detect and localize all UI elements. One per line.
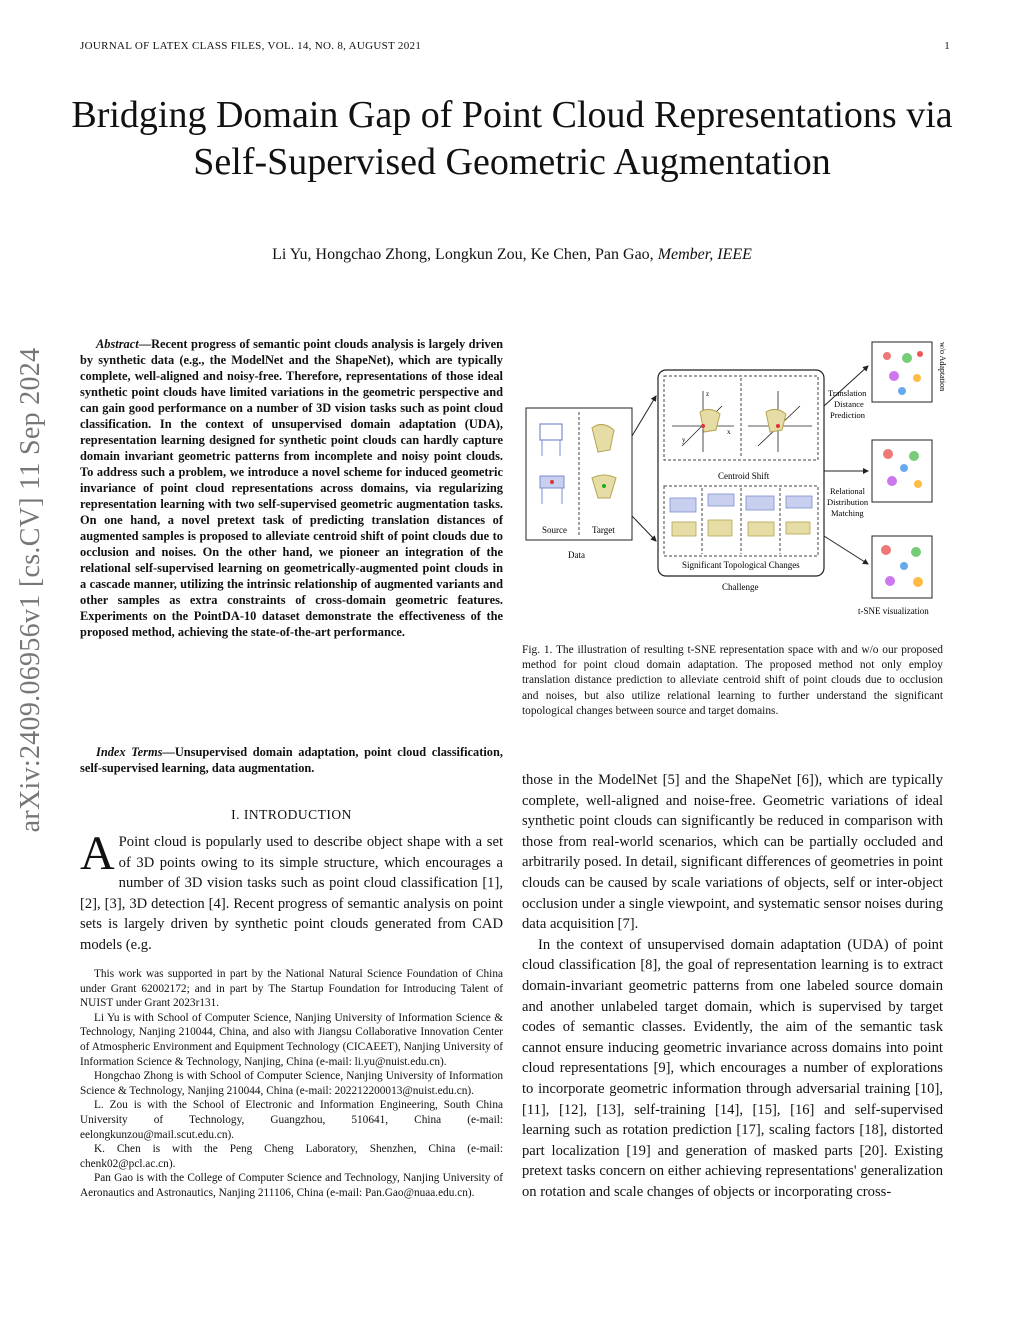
paragraph: those in the ModelNet [5] and the ShapeNet [6]), which are typically complete, well-aligned and noise-free. Geometric variations of ideal synthetic point clouds can significantly be reduced in comparison with those from real-world scenarios, which can be partially occluded and arbitrarily posed. In detail, significant differences of geometries in point clouds can be caused by scale variations of objects, self or inter-object occlusion under a single viewpoint, and systematic sensor noises during data acquisition [7]. — [522, 772, 943, 933]
dropcap: A — [80, 827, 115, 880]
source-label: Source — [542, 525, 567, 535]
tsne-scatter-2 — [883, 449, 922, 488]
target-label: Target — [592, 525, 615, 535]
intro-text: Point cloud is popularly used to describe object shape with a set of 3D points owing to its simple structure, which encourages a number of 3D vision tasks such as point cloud classification [1], [2], [3], 3D detection [4]. Recent progress of semantic analysis on point sets is largely driven by synthetic point clouds generated from CAD models (e.g. — [80, 834, 503, 953]
axis-y-label: y — [682, 436, 686, 444]
tsne-scatter-3 — [881, 545, 923, 587]
footnote: This work was supported in part by the National Natural Science Foundation of China under Grant 62002172; and in part by The Startup Foundation for Introducing Talent of NUIST under Grant 2023r131. — [80, 968, 503, 1010]
running-header — [80, 40, 950, 52]
footnote: Hongchao Zhong is with School of Computer Science, Nanjing University of Information Science & Technology, Nanjing 210044, China (e-mail: 202212200013@nuist.edu.cn). — [80, 1070, 503, 1097]
topological-label: Significant Topological Changes — [682, 560, 800, 570]
centroid-object-2 — [766, 409, 786, 432]
footnote: Li Yu is with School of Computer Science, Nanjing University of Information Science & Technology, Nanjing 210044, China, and also with Jiangsu Collaborative Innovation Center of Atmospheric Environment and Equipment Technology (CICAEET), Nanjing University of Information Science & Technology, Nanjing, China (e-mail: li.yu@nuist.edu.cn). — [80, 1011, 503, 1068]
footnote: Pan Gao is with the College of Computer Science and Technology, Nanjing University of Aeronautics and Astronautics, Nanjing 211106, China (e-mail: Pan.Gao@nuaa.edu.cn). — [80, 1172, 503, 1199]
paragraph: In the context of unsupervised domain adaptation (UDA) of point cloud classification [8], the goal of representation learning is to extract domain-invariant geometric patterns from one labeled source domain and another unlabeled target domain, which is supervised by target codes of semantic classes. Evidently, the aim of the semantic task cannot ensure inducing geometric invariance across domains into point cloud representations [9], which encourages a number of explorations to incorporate geometric information through adversarial training [10], [11], [12], [13], self-training [14], [15], [16] and self-supervised learning such as rotation prediction [17], scaling factors [18], distorted part localization [19] and generation of masked parts [20]. Existing pretext tasks concern on either achieving representations' generalization on rotation and scale changes of objects or incorporating cross- — [522, 936, 943, 1200]
figure-1 — [522, 336, 947, 636]
arxiv-stamp — [14, 0, 48, 1325]
index-terms-text: —Unsupervised domain adaptation, point cloud classification, self-supervised learning, data augmentation. — [80, 745, 503, 775]
relational-label-2: Distribution — [827, 497, 869, 507]
axis-z-label: z — [706, 390, 710, 398]
paper-title: Bridging Domain Gap of Point Cloud Representations via Self-Supervised Geometric Augmentation — [71, 94, 953, 183]
abstract-label: Abstract — [96, 337, 139, 351]
author-list — [60, 246, 964, 264]
intro-paragraph — [80, 827, 503, 956]
translation-label-1: Translation — [828, 388, 867, 398]
arxiv-id: arXiv:2409.06956v1 [cs.CV] 11 Sep 2024 — [15, 347, 46, 833]
footnote: K. Chen is with the Peng Cheng Laboratory, Shenzhen, China (e-mail: chenk02@pcl.ac.cn). — [80, 1143, 503, 1170]
tsne-label: t-SNE visualization — [858, 606, 929, 616]
index-terms — [80, 744, 503, 776]
figure-caption: Fig. 1. The illustration of resulting t-SNE representation space with and w/o our proposed method for point cloud domain adaptation. The proposed method not only employ translation distance prediction to alleviate centroid shift of point clouds due to occlusion and noises, but also utilize relational learning to further understand the significant topological changes between source and target domains. — [522, 644, 943, 717]
translation-label-2: Distance — [834, 399, 864, 409]
footnote: L. Zou is with the School of Electronic and Information Engineering, South China University of Technology, Guangzhou, 510641, China (e-mail: eelongkunzou@mail.scut.edu.cn). — [80, 1099, 503, 1141]
tsne-scatter-1 — [883, 351, 923, 395]
wo-adaptation-label: w/o Adaptation — [938, 342, 947, 392]
abstract-text: —Recent progress of semantic point clouds analysis is largely driven by synthetic data (e.g., the ModelNet and the ShapeNet), which are typically complete, well-aligned and noisy-free. Therefore, representations of those ideal synthetic point clouds have limited variations in the geometric perspective and can gain good performance on a number of 3D vision tasks such as point cloud classification. In the context of unsupervised domain adaptation (UDA), representation learning designed for synthetic point clouds can hardly capture domain invariant geometric patterns from incomplete and noisy point clouds. To address such a problem, we introduce a novel scheme for induced geometric invariance of point cloud representations across domains, via regularizing representation learning with two self-supervised geometric augmentation tasks. On one hand, a novel pretext task of predicting translation distances of augmented samples is proposed to alleviate centroid shift of point clouds due to occlusion and noises. On the other hand, we pioneer an integration of the relational self-supervised learning on geometrically-augmented point clouds in a cascade manner, utilizing the intrinsic relationship of augmented variants and other samples as extra constraints of cross-domain geometric features. Experiments on the PointDA-10 dataset demonstrate the effectiveness of the proposed method, achieving the state-of-the-art performance. — [80, 337, 503, 639]
author-names: Li Yu, Hongchao Zhong, Longkun Zou, Ke Chen, Pan Gao, — [272, 246, 654, 263]
target-chair-2-icon — [592, 475, 616, 498]
source-chair-1-icon — [540, 424, 562, 456]
relational-label-1: Relational — [830, 486, 865, 496]
axis-x-label: x — [727, 428, 731, 436]
section-heading: I. INTRODUCTION — [231, 807, 352, 822]
centroid-shift-label: Centroid Shift — [718, 471, 770, 481]
footnotes — [80, 966, 503, 1201]
target-chair-1-icon — [592, 424, 614, 452]
data-label: Data — [568, 550, 585, 560]
source-chair-2-icon — [540, 476, 564, 504]
relational-label-3: Matching — [831, 508, 864, 518]
right-column-text — [522, 770, 943, 1202]
translation-label-3: Prediction — [830, 410, 865, 420]
page-number: 1 — [944, 40, 950, 52]
centroid-object-1 — [700, 409, 720, 432]
index-terms-label: Index Terms — [96, 745, 163, 759]
challenge-label: Challenge — [722, 582, 759, 592]
abstract — [80, 336, 503, 640]
journal-name: JOURNAL OF LATEX CLASS FILES, VOL. 14, NO. 8, AUGUST 2021 — [80, 40, 422, 52]
author-membership: Member, IEEE — [657, 246, 752, 263]
